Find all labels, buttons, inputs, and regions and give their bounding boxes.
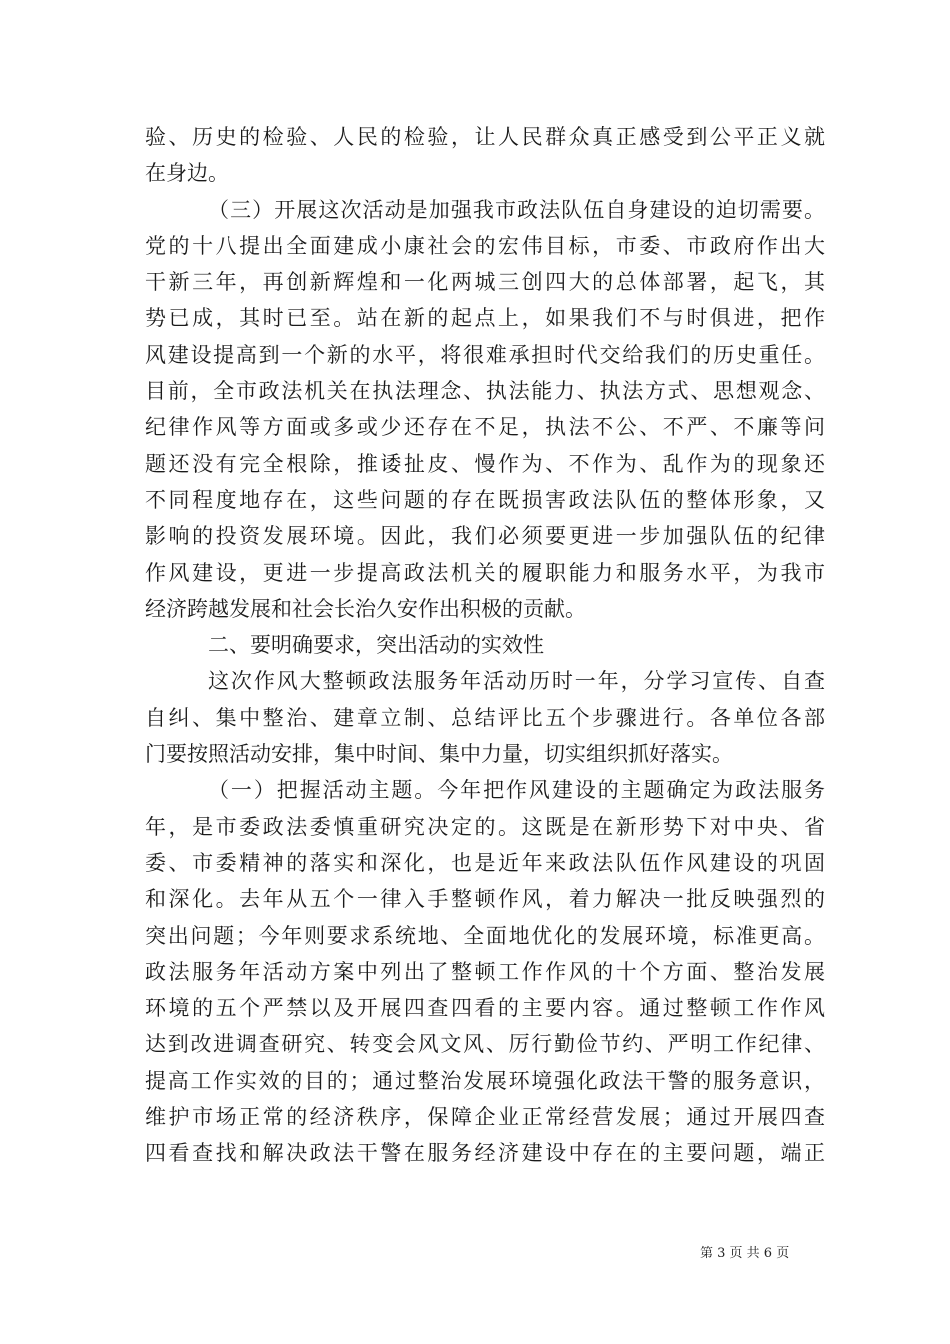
text-line: 势已成，其时已至。站在新的起点上，如果我们不与时俱进，把作 bbox=[145, 306, 825, 331]
paragraph-start-line: （三）开展这次活动是加强我市政法队伍自身建设的迫切需要。 bbox=[208, 197, 825, 222]
text-line: 突出问题；今年则要求系统地、全面地优化的发展环境，标准更高。 bbox=[145, 923, 825, 948]
text-line: 党的十八提出全面建成小康社会的宏伟目标，市委、市政府作出大 bbox=[145, 233, 825, 258]
document-body bbox=[145, 119, 825, 1172]
paragraph-start-line: （一）把握活动主题。今年把作风建设的主题确定为政法服务 bbox=[208, 778, 825, 803]
text-line: 提高工作实效的目的；通过整治发展环境强化政法干警的服务意识， bbox=[145, 1068, 825, 1093]
text-line: 和深化。去年从五个一律入手整顿作风，着力解决一批反映强烈的 bbox=[145, 887, 825, 912]
paragraph-start-line: 这次作风大整顿政法服务年活动历时一年，分学习宣传、自查 bbox=[208, 669, 825, 694]
text-line: 纪律作风等方面或多或少还存在不足，执法不公、不严、不廉等问 bbox=[145, 415, 825, 440]
text-line: 干新三年，再创新辉煌和一化两城三创四大的总体部署，起飞，其 bbox=[145, 270, 825, 295]
text-line: 环境的五个严禁以及开展四查四看的主要内容。通过整顿工作作风 bbox=[145, 996, 825, 1021]
text-line: 作风建设，更进一步提高政法机关的履职能力和服务水平，为我市 bbox=[145, 560, 825, 585]
text-line: 政法服务年活动方案中列出了整顿工作作风的十个方面、整治发展 bbox=[145, 959, 825, 984]
text-line: 自纠、集中整治、建章立制、总结评比五个步骤进行。各单位各部 bbox=[145, 705, 825, 730]
text-line: 影响的投资发展环境。因此，我们必须要更进一步加强队伍的纪律 bbox=[145, 524, 825, 549]
text-line: 委、市委精神的落实和深化，也是近年来政法队伍作风建设的巩固 bbox=[145, 850, 825, 875]
page-number-footer: 第 3 页 共 6 页 bbox=[700, 1246, 790, 1261]
text-line: 经济跨越发展和社会长治久安作出积极的贡献。 bbox=[145, 596, 586, 621]
text-line: 门要按照活动安排，集中时间、集中力量，切实组织抓好落实。 bbox=[145, 742, 733, 767]
text-line: 目前，全市政法机关在执法理念、执法能力、执法方式、思想观念、 bbox=[145, 379, 825, 404]
text-line: 验、历史的检验、人民的检验，让人民群众真正感受到公平正义就 bbox=[145, 125, 825, 149]
text-line: 年，是市委政法委慎重研究决定的。这既是在新形势下对中央、省 bbox=[145, 814, 825, 839]
text-line: 四看查找和解决政法干警在服务经济建设中存在的主要问题，端正 bbox=[145, 1141, 825, 1166]
text-line: 达到改进调查研究、转变会风文风、厉行勤俭节约、严明工作纪律、 bbox=[145, 1032, 825, 1057]
text-line: 题还没有完全根除，推诿扯皮、慢作为、不作为、乱作为的现象还 bbox=[145, 451, 825, 476]
text-line: 维护市场正常的经济秩序，保障企业正常经营发展；通过开展四查 bbox=[145, 1105, 825, 1130]
text-line: 在身边。 bbox=[145, 161, 229, 186]
text-line: 风建设提高到一个新的水平，将很难承担时代交给我们的历史重任。 bbox=[145, 342, 825, 367]
section-heading: 二、要明确要求，突出活动的实效性 bbox=[208, 633, 544, 658]
text-line: 不同程度地存在，这些问题的存在既损害政法队伍的整体形象，又 bbox=[145, 487, 825, 512]
